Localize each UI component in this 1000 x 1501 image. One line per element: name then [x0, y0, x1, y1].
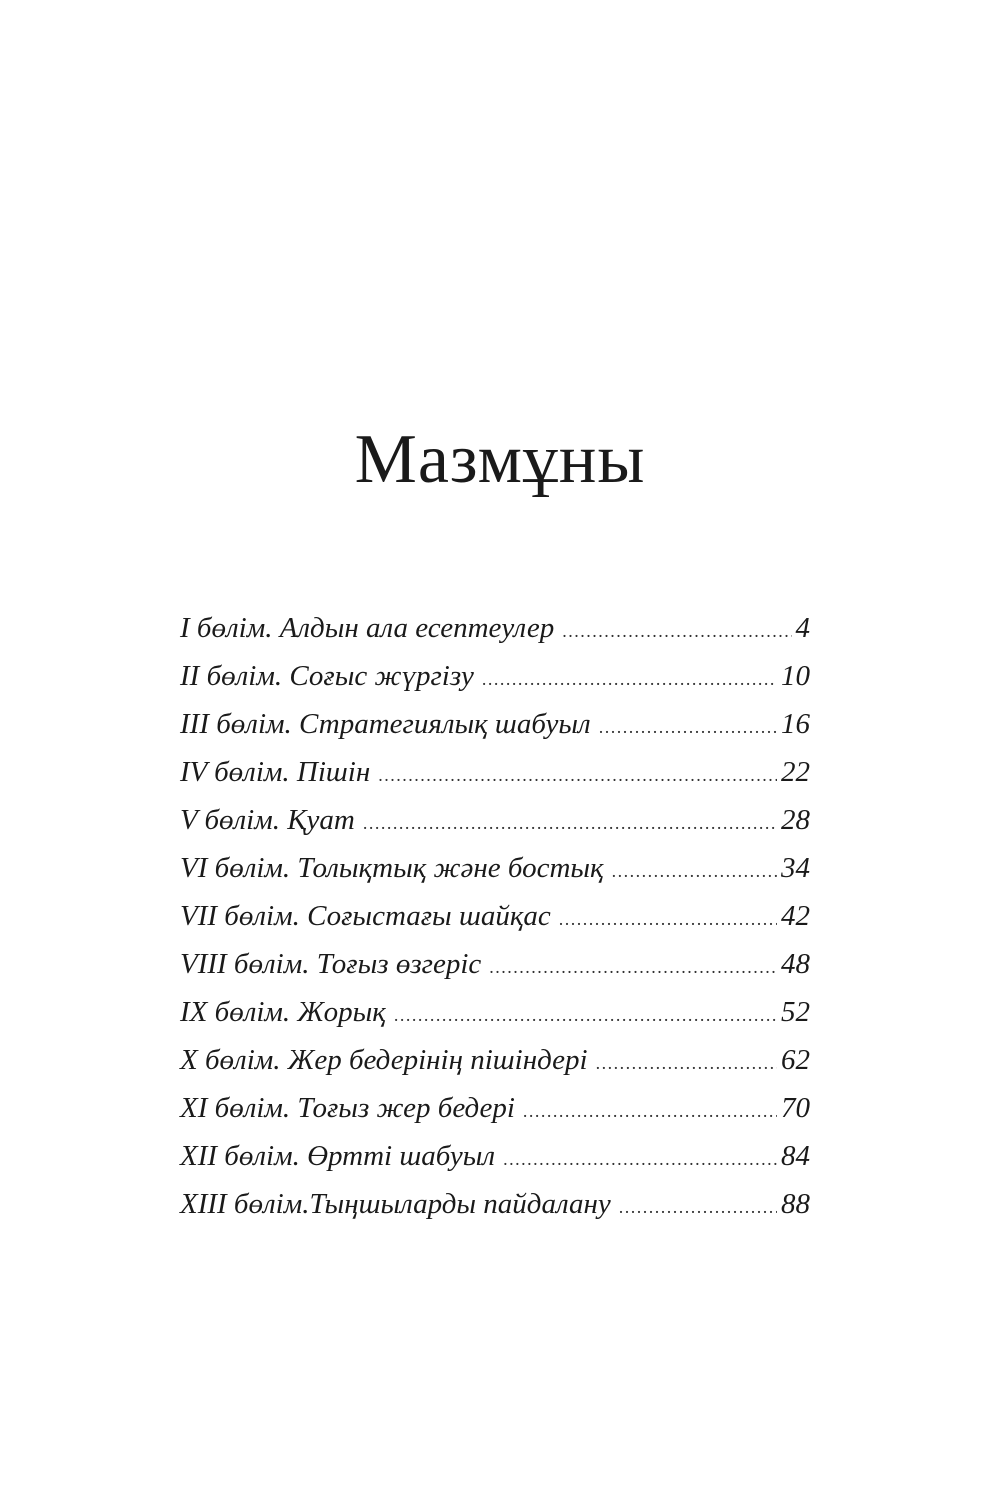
toc-entry-label: IX бөлім. Жорық — [180, 996, 386, 1028]
toc-entry-page: 88 — [781, 1188, 810, 1220]
toc-entry-label: X бөлім. Жер бедерінің пішіндері — [180, 1044, 588, 1076]
toc-entry — [180, 852, 810, 900]
dot-leader — [599, 717, 777, 738]
toc-entry — [180, 612, 810, 660]
dot-leader — [612, 861, 777, 882]
dot-leader — [378, 765, 777, 786]
toc-entry-page: 52 — [781, 996, 810, 1028]
toc-entry — [180, 948, 810, 996]
dot-leader — [596, 1053, 777, 1074]
toc-entry-label: I бөлім. Алдын ала есептеулер — [180, 612, 555, 644]
toc-entry-page: 48 — [781, 948, 810, 980]
toc-entry-page: 10 — [781, 660, 810, 692]
toc-entry-page: 34 — [781, 852, 810, 884]
toc-entry-page: 22 — [781, 756, 810, 788]
toc-entry — [180, 1188, 810, 1236]
toc-entry-label: VI бөлім. Толықтық және бостық — [180, 852, 604, 884]
toc-entry — [180, 1092, 810, 1140]
toc-entry-page: 62 — [781, 1044, 810, 1076]
toc-entry — [180, 756, 810, 804]
toc-entry-label: III бөлім. Стратегиялық шабуыл — [180, 708, 591, 740]
dot-leader — [482, 669, 777, 690]
dot-leader — [562, 621, 791, 642]
dot-leader — [559, 909, 777, 930]
toc-entry-label: XIII бөлім.Тыңшыларды пайдалану — [180, 1188, 611, 1220]
toc-entry-label: VIII бөлім. Тоғыз өзгеріс — [180, 948, 482, 980]
toc-entry — [180, 1140, 810, 1188]
table-of-contents — [180, 612, 810, 1236]
toc-entry — [180, 900, 810, 948]
page-title: Мазмұны — [354, 421, 646, 498]
toc-entry-page: 28 — [781, 804, 810, 836]
toc-entry-label: II бөлім. Соғыс жүргізу — [180, 660, 474, 692]
toc-entry-page: 84 — [781, 1140, 810, 1172]
toc-entry-page: 16 — [781, 708, 810, 740]
dot-leader — [523, 1101, 777, 1122]
toc-entry — [180, 804, 810, 852]
toc-entry-page: 4 — [795, 612, 810, 644]
toc-entry — [180, 996, 810, 1044]
toc-entry-page: 70 — [781, 1092, 810, 1124]
toc-entry-label: VII бөлім. Соғыстағы шайқас — [180, 900, 551, 932]
toc-entry-page: 42 — [781, 900, 810, 932]
toc-entry-label: XII бөлім. Өртті шабуыл — [180, 1140, 496, 1172]
toc-entry — [180, 708, 810, 756]
toc-entry-label: XI бөлім. Тоғыз жер бедері — [180, 1092, 515, 1124]
toc-entry-label: IV бөлім. Пішін — [180, 756, 371, 788]
dot-leader — [394, 1005, 777, 1026]
toc-entry — [180, 660, 810, 708]
dot-leader — [503, 1149, 777, 1170]
dot-leader — [619, 1197, 777, 1218]
toc-entry — [180, 1044, 810, 1092]
dot-leader — [363, 813, 777, 834]
toc-entry-label: V бөлім. Қуат — [180, 804, 355, 836]
dot-leader — [489, 957, 777, 978]
